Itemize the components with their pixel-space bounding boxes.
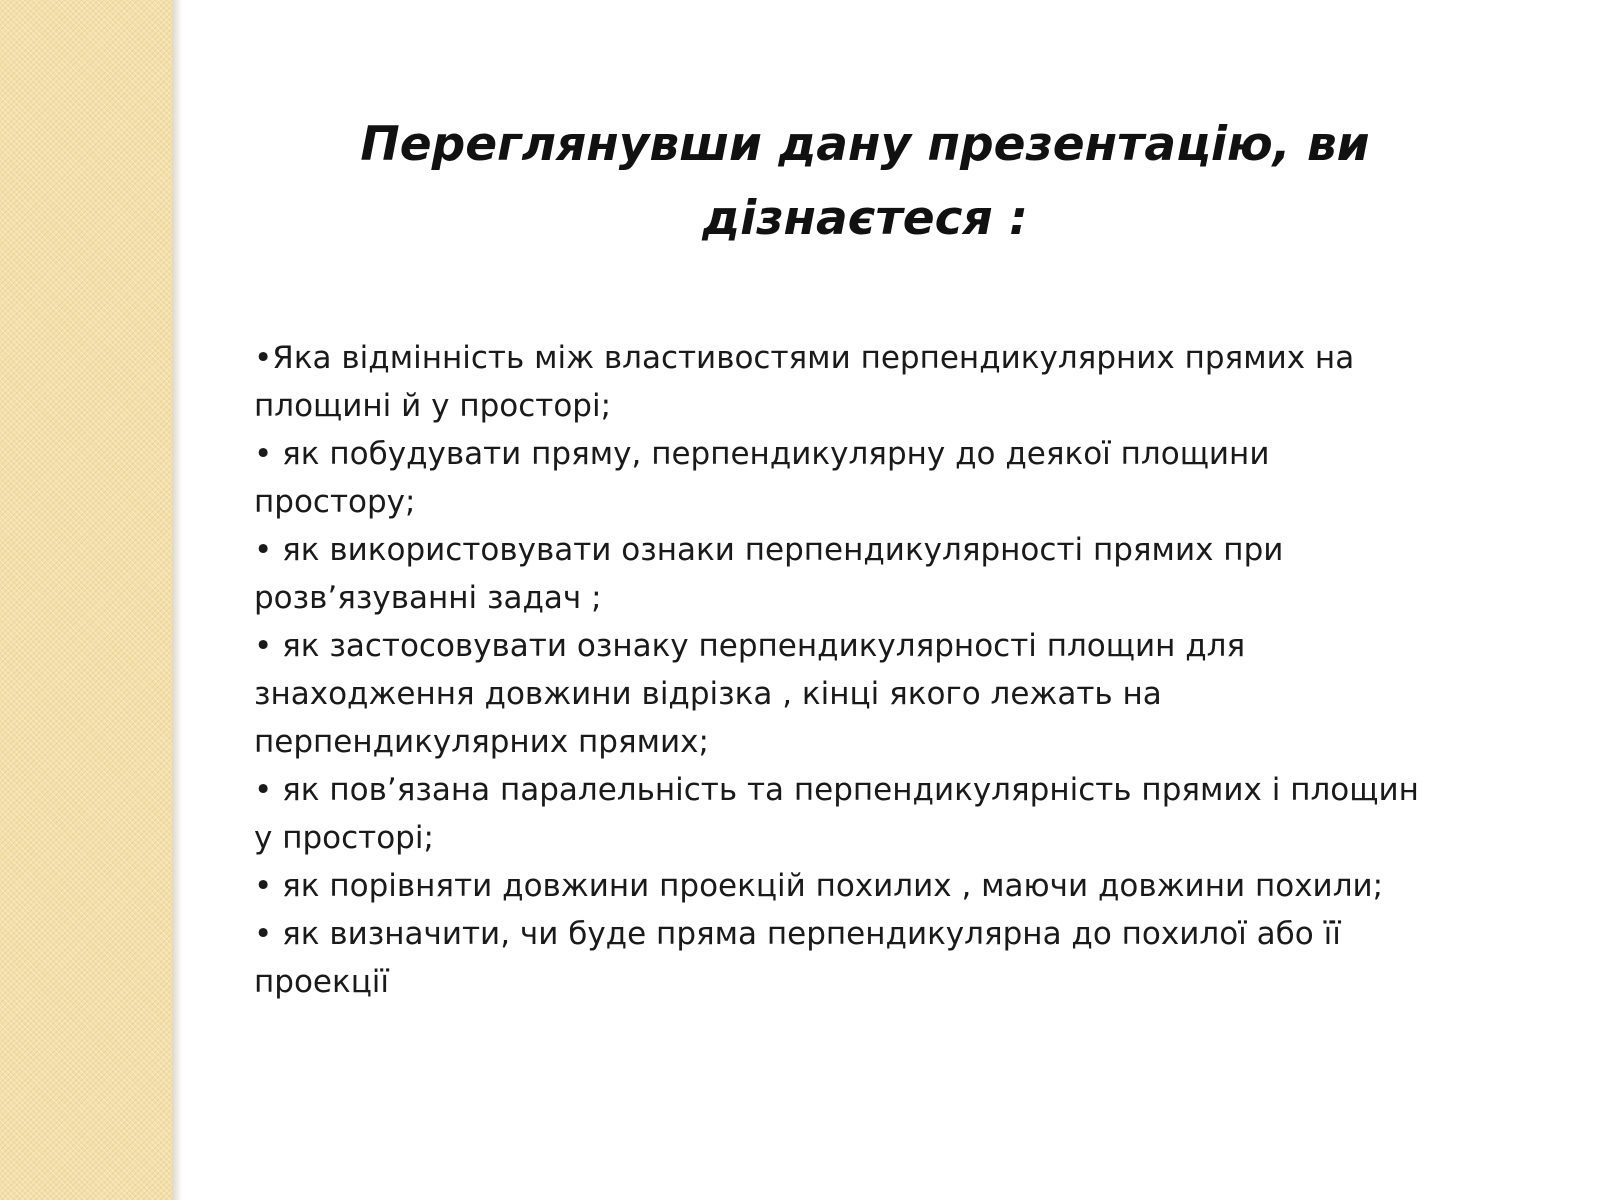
bullet-item-1: •Яка відмінність між властивостями перпендикулярних прямих на площині й у просторі;: [254, 340, 1355, 424]
decorative-side-band: [0, 0, 172, 1200]
side-band-shadow: [172, 0, 182, 1200]
bullet-list: [254, 334, 1454, 1006]
bullet-item-5: • як пов’язана паралельність та перпендикулярність прямих і площин у просторі;: [254, 772, 1419, 856]
bullet-item-4: • як застосовувати ознаку перпендикулярності площин для знаходження довжини відрізка , кінці якого лежать на перпендикулярних прямих;: [254, 628, 1246, 760]
bullet-item-7: • як визначити, чи буде пряма перпендикулярна до похилої або її проекції: [254, 916, 1341, 1000]
slide-title: [300, 108, 1430, 256]
bullet-item-3: • як використовувати ознаки перпендикулярності прямих при розв’язуванні задач ;: [254, 532, 1284, 616]
slide-title-line-2: дізнаєтеся :: [702, 191, 1028, 246]
bullet-item-6: • як порівняти довжини проекцій похилих , маючи довжини похили;: [254, 868, 1384, 904]
slide-title-line-1: Переглянувши дану презентацію, ви: [360, 117, 1370, 172]
bullet-item-2: • як побудувати пряму, перпендикулярну до деякої площини простору;: [254, 436, 1270, 520]
